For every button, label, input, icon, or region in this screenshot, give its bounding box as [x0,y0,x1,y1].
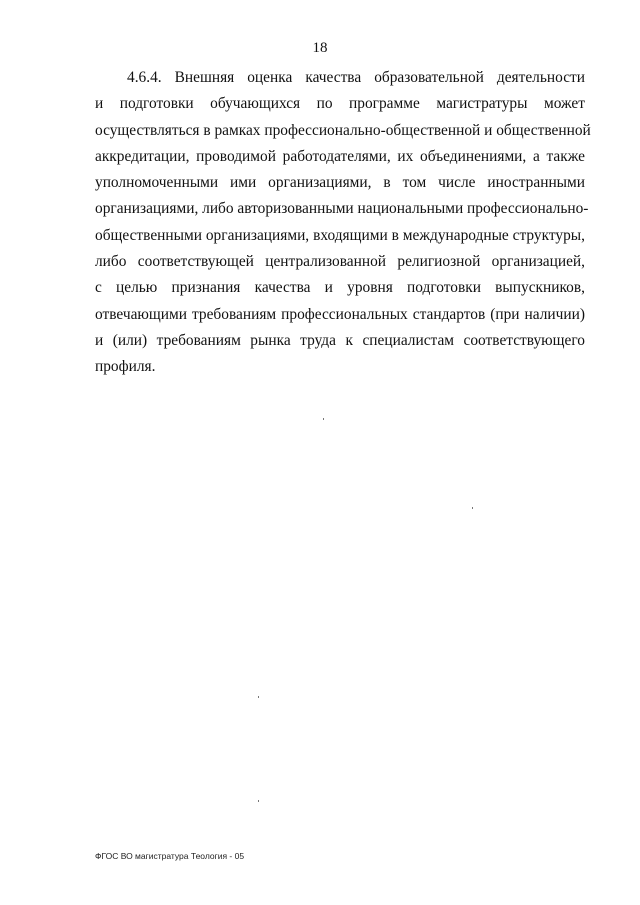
page-number: 18 [312,40,328,56]
paragraph-line: с целью признания качества и уровня подготовки выпускников, [95,279,585,297]
scan-speck [472,507,473,509]
scan-speck [258,696,259,698]
paragraph-line: профиля. [95,358,156,376]
paragraph-line: общественными организациями, входящими в международные структуры, [95,226,585,244]
paragraph-line: отвечающими требованиям профессиональных стандартов (при наличии) [95,305,585,323]
paragraph-line: уполномоченными ими организациями, в том числе иностранными [95,174,585,192]
paragraph-line: и подготовки обучающихся по программе магистратуры может [95,95,585,113]
paragraph-line: аккредитации, проводимой работодателями, их объединениями, а также [95,147,585,165]
paragraph-line: организациями, либо авторизованными национальными профессионально- [95,200,589,218]
paragraph-4-6-4 [95,65,591,381]
footer-document-code: ФГОС ВО магистратура Теология - 05 [95,851,245,861]
paragraph-line: и (или) требованиям рынка труда к специалистам соответствующего [95,331,585,349]
scan-speck [258,800,259,802]
scan-speck [323,418,324,420]
paragraph-line: либо соответствующей централизованной религиозной организацией, [95,253,585,271]
paragraph-line: осуществляться в рамках профессионально-общественной и общественной [95,121,591,139]
paragraph-line: 4.6.4. Внешняя оценка качества образовательной деятельности [127,69,585,86]
